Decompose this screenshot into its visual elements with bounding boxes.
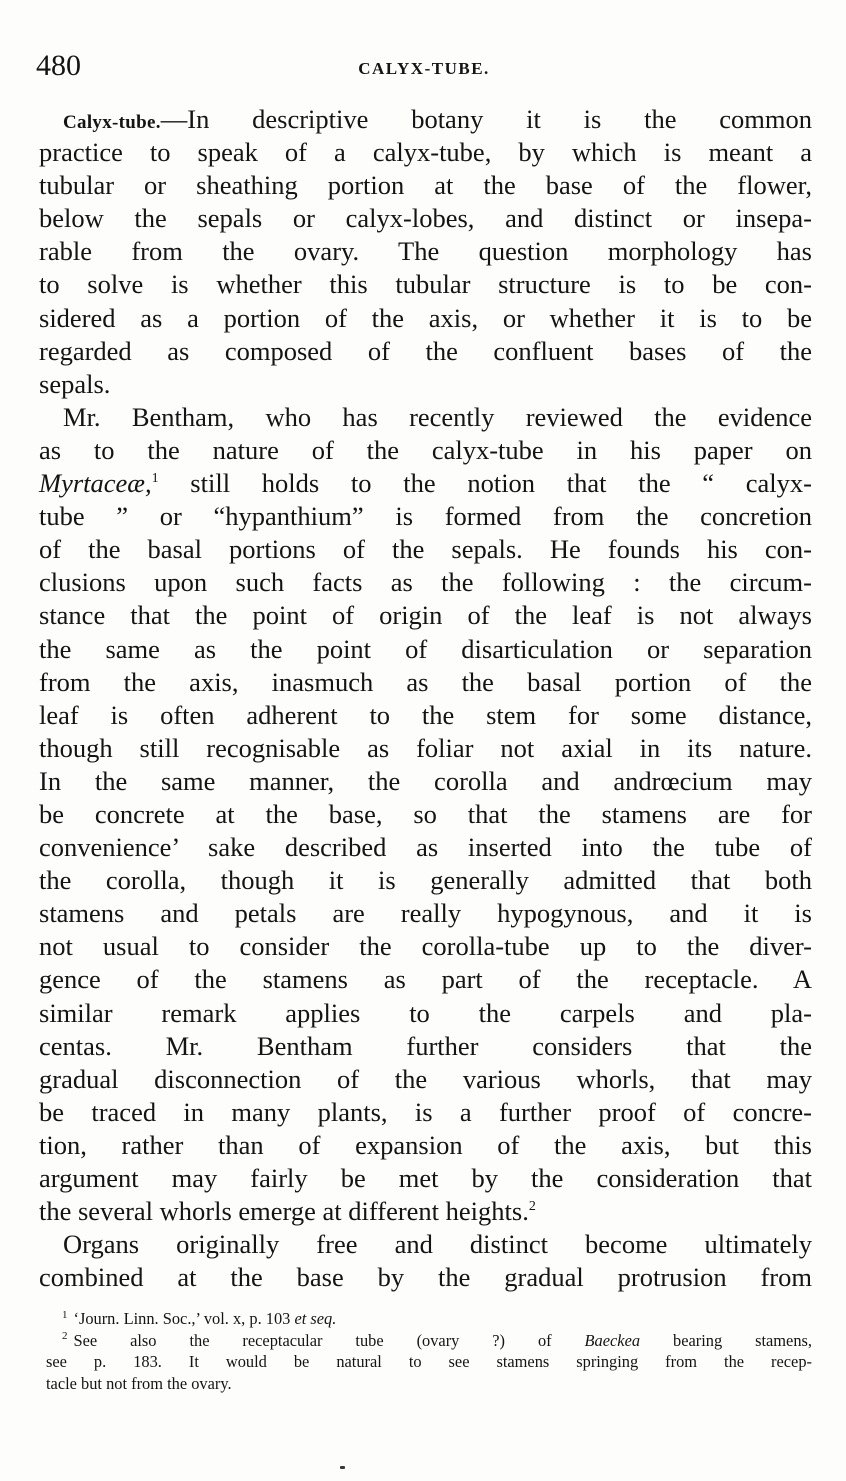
page-number: 480 (36, 49, 81, 82)
text-line: stamens and petals are really hypogynous, and it is (39, 898, 812, 929)
footnotes (46, 1308, 812, 1394)
footnote-mark: 1 (62, 1308, 68, 1321)
footnote-2-line: tacle but not from the ovary. (46, 1373, 232, 1393)
text-line: sidered as a portion of the axis, or whether it is to be (39, 302, 812, 333)
footnote-mark: 2 (62, 1330, 68, 1343)
text-line: Myrtaceæ,$^1$ still holds to the notion that the “ calyx- (39, 468, 812, 499)
text-line: argument may fairly be met by the consideration that (39, 1163, 812, 1193)
text-line: tion, rather than of expansion of the axis, but this (39, 1129, 812, 1160)
text-line: tube ” or “hypanthium” is formed from the concretion (39, 501, 812, 532)
text-line: the same as the point of disarticulation or separation (39, 633, 812, 664)
text-line: be traced in many plants, is a further proof of concre- (39, 1096, 812, 1127)
text-line: clusions upon such facts as the following : the circum- (39, 567, 812, 598)
text-line: stance that the point of origin of the leaf is not always (39, 600, 812, 631)
text-line: tubular or sheathing portion at the base of the flower, (39, 170, 812, 201)
text-line: sepals. (39, 368, 111, 399)
text-line: of the basal portions of the sepals. He founds his con- (39, 534, 812, 565)
text-line: gradual disconnection of the various whorls, that may (39, 1063, 812, 1094)
text-line: convenience’ sake described as inserted into the tube of (39, 832, 812, 863)
print-speck (340, 1466, 345, 1469)
text-line: the corolla, though it is generally admitted that both (39, 865, 812, 896)
footnote-2: $^2$ See also the receptacular tube (ovary ?) of Baeckea bearing stamens, (62, 1330, 812, 1350)
text-line: below the sepals or calyx-lobes, and distinct or insepa- (39, 203, 812, 234)
footnote-2-line: see p. 183. It would be natural to see stamens springing from the recep- (46, 1352, 812, 1371)
text-line: combined at the base by the gradual protrusion from (39, 1262, 812, 1293)
text-line: gence of the stamens as part of the receptacle. A (39, 964, 812, 995)
running-title: CALYX-TUBE. (358, 59, 490, 78)
text-line: centas. Mr. Bentham further considers that the (39, 1030, 812, 1061)
text-line: from the axis, inasmuch as the basal portion of the (39, 666, 812, 697)
footnote-ref: 1 (151, 471, 159, 487)
main-text (39, 103, 812, 1294)
taxon-name: Myrtaceæ, (39, 468, 152, 499)
footnote-1: $^1$ ‘Journ. Linn. Soc.,’ vol. x, p. 103 et seq. (62, 1308, 337, 1328)
text-line: be concrete at the base, so that the stamens are for (39, 798, 812, 829)
text-line: though still recognisable as foliar not axial in its nature. (39, 732, 812, 763)
text-line: similar remark applies to the carpels and pla- (39, 997, 812, 1028)
text-line: Mr. Bentham, who has recently reviewed the evidence (63, 401, 812, 432)
text-line: regarded as composed of the confluent bases of the (39, 335, 812, 366)
text-line: the several whorls emerge at different heights.$^2$ (39, 1196, 536, 1227)
page-header (36, 46, 812, 86)
text-line: In the same manner, the corolla and andrœcium may (39, 765, 812, 796)
section-heading: Calyx-tube. (63, 112, 161, 133)
text-line: leaf is often adherent to the stem for some distance, (39, 699, 812, 730)
text-line: Organs originally free and distinct become ultimately (63, 1229, 812, 1260)
text-line: not usual to consider the corolla-tube up to the diver- (39, 931, 812, 962)
text-line: to solve is whether this tubular structure is to be con- (39, 269, 812, 300)
text-line: rable from the ovary. The question morphology has (39, 236, 812, 267)
text-line: as to the nature of the calyx-tube in his paper on (39, 434, 812, 465)
text-line: Calyx-tube.—In descriptive botany it is the common (63, 104, 812, 134)
text-line: practice to speak of a calyx-tube, by which is meant a (39, 137, 812, 168)
footnote-ref: 2 (528, 1199, 536, 1215)
